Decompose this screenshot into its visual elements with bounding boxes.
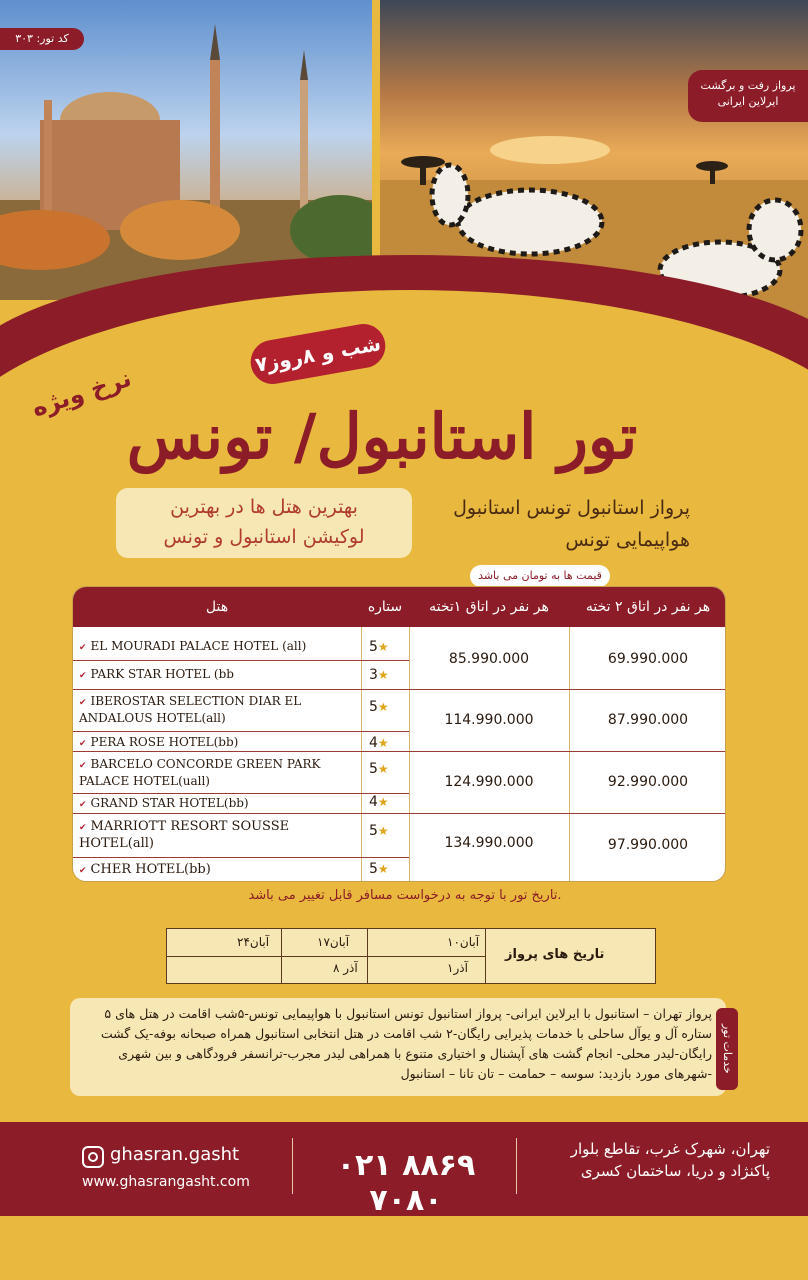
row-divider [73,660,409,661]
hotel-row [79,694,361,726]
address [520,1138,770,1182]
price-table-header [73,587,726,627]
flight-ribbon-line1: پرواز رفت و برگشت [700,79,796,92]
header-double: هر نفر در اتاق ۲ تخته [585,599,711,615]
check-icon: ✔ [79,823,87,833]
services-tab-label: خدمات تور [716,1008,738,1090]
price-single: 134.990.000 [444,835,534,851]
star-rating: 5★ [369,699,389,715]
star-icon: ★ [377,640,389,654]
flight-dates-table [166,928,656,984]
hotel-row [79,757,361,789]
price-double: 69.990.000 [607,651,689,667]
flight-info-line2: هواپیمایی تونس [565,529,690,551]
hotel-highlight-line1: بهترین هتل ها در بهترین [170,496,358,518]
address-line2: پاکنژاد و دریا، ساختمان کسری [580,1162,770,1180]
header-star: ستاره [367,599,403,615]
website-link[interactable]: www.ghasrangasht.com [82,1174,250,1190]
hotel-highlight-box [116,488,412,558]
date-change-note: تاریخ تور با توجه به درخواست مسافر قابل تغییر می باشد. [248,888,562,903]
check-icon: ✔ [79,698,87,708]
header-hotel: هتل [205,599,229,615]
star-icon: ★ [377,862,389,876]
row-divider [167,956,485,957]
star-icon: ★ [377,736,389,750]
footer-divider [516,1138,517,1194]
hotel-row [79,796,361,813]
star-icon: ★ [377,700,389,714]
header-single: هر نفر در اتاق ۱تخته [429,599,549,615]
col-divider [361,627,362,882]
star-rating: 5★ [369,639,389,655]
check-icon: ✔ [79,739,87,749]
flight-info [420,492,690,556]
price-single: 124.990.000 [444,774,534,790]
hotel-row [79,819,361,851]
flight-date: ۱آذر [447,961,468,975]
hotel-name: CHER HOTEL(bb) [90,862,211,877]
col-divider [485,929,486,983]
footer-divider [292,1138,293,1194]
check-icon: ✔ [79,800,87,810]
col-divider [409,627,410,882]
tour-title: تور استانبول/ تونس [126,400,638,473]
flight-ribbon [688,70,808,122]
group-divider [73,689,726,690]
hotel-row [79,639,361,656]
instagram-handle[interactable]: ghasran.gasht [110,1144,240,1165]
tour-code-badge: کد تور: ۳۰۳ [0,28,84,50]
star-rating: 5★ [369,861,389,877]
flight-info-line1: پرواز استانبول تونس استانبول [453,497,690,519]
star-icon: ★ [377,795,389,809]
phone-number[interactable]: ۰۲۱ ۸۸۶۹ ۷۰۸۰ [336,1148,476,1218]
hotel-row [79,862,361,879]
flight-date: ۸ آذر [333,961,358,975]
price-single: 85.990.000 [448,651,530,667]
hotel-row [79,667,361,684]
flight-date: ۱۰آبان [447,935,480,949]
address-line1: تهران، شهرک غرب، تقاطع بلوار [570,1140,770,1158]
star-rating: 4★ [369,794,389,810]
check-icon: ✔ [79,643,87,653]
price-double: 97.990.000 [607,837,689,853]
special-rate-label: نرخ ویژه [28,363,135,423]
hotel-name: PERA ROSE HOTEL(bb) [90,735,239,749]
services-text: پرواز تهران – استانبول با ایرلاین ایرانی- پرواز استانبول تونس استانبول با هواپیمایی تونس-۵شب اقامت در هتل های ۵ ستاره آل و یوآل ساحلی با خدمات پذیرایی رایگان-۲ شب اقامت در هتل انتخابی استانبول همراه صبحانه بوفه-یک گشت رایگان-لیدر محلی- انجام گشت های آپشنال و اختیاری متنوع با همراهی لیدر مجرب-ترانسفر فرودگاهی و بین شهری -شهرهای مورد بازدید: سوسه – حمامت – تان تانا – استانبول [100,1006,712,1081]
instagram-icon[interactable] [82,1146,104,1168]
col-divider [569,627,570,882]
price-double: 87.990.000 [607,712,689,728]
row-divider [73,857,409,858]
check-icon: ✔ [79,866,87,876]
star-icon: ★ [377,668,389,682]
flight-ribbon-line2: ایرلاین ایرانی [717,95,779,108]
hotel-name: IBEROSTAR SELECTION DIAR EL ANDALOUS HOTEL(all) [79,694,302,725]
group-divider [73,813,726,814]
star-rating: 5★ [369,761,389,777]
hotel-highlight-line2: لوکیشن استانبول و تونس [163,526,365,548]
price-single: 114.990.000 [444,712,534,728]
row-divider [73,793,409,794]
hotel-name: BARCELO CONCORDE GREEN PARK PALACE HOTEL(uall) [79,757,321,788]
hotel-name: MARRIOTT RESORT SOUSSE HOTEL(all) [79,819,290,851]
nights-badge: ۷شب و ۸روز [247,321,389,388]
star-rating: 3★ [369,667,389,683]
check-icon: ✔ [79,761,87,771]
hotel-row [79,735,361,752]
price-currency-note: قیمت ها به تومان می باشد [470,565,610,587]
star-icon: ★ [377,762,389,776]
check-icon: ✔ [79,671,87,681]
star-icon: ★ [377,824,389,838]
hotel-name: PARK STAR HOTEL (bb [90,667,234,681]
flight-date: ۱۷آبان [317,935,350,949]
flight-date: ۲۴آبان [237,935,270,949]
star-rating: 4★ [369,735,389,751]
flight-dates-label: تاریخ های پرواز [505,947,605,962]
hotel-name: GRAND STAR HOTEL(bb) [90,796,249,810]
star-rating: 5★ [369,823,389,839]
price-double: 92.990.000 [607,774,689,790]
hotel-name: EL MOURADI PALACE HOTEL (all) [90,639,307,653]
price-table [72,586,726,882]
row-divider [73,731,409,732]
